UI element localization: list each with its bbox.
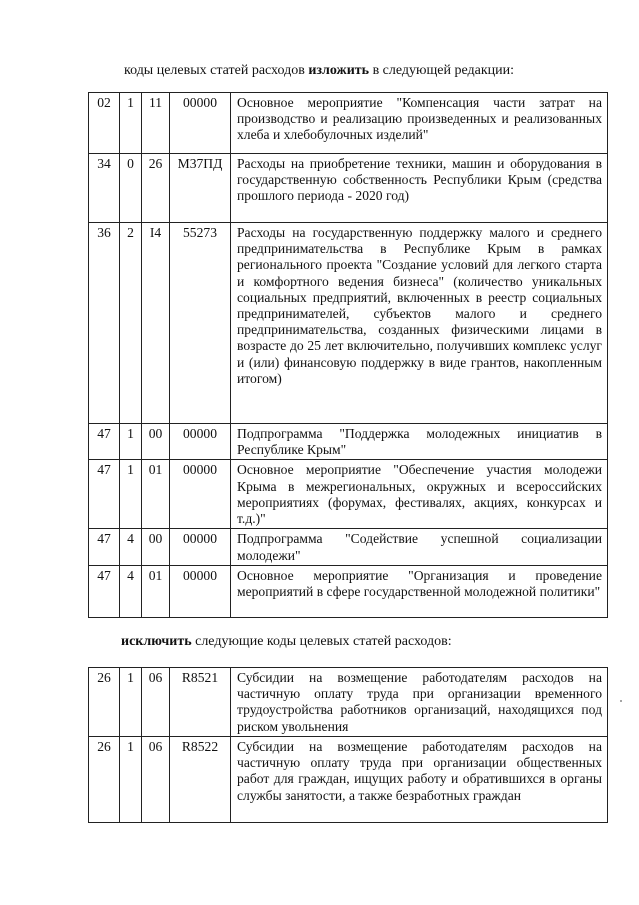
intro-2-text-after: следующие коды целевых статей расходов: [191,634,452,649]
code-direction-cell: 00000 [170,424,231,460]
table-row [89,424,608,460]
table-row [89,460,608,529]
code-direction-cell: 55273 [170,223,231,424]
intro-paragraph-2 [121,633,452,651]
table-row [89,529,608,565]
table-row [89,154,608,223]
code-direction-cell: М37ПД [170,154,231,223]
table-row [89,668,608,737]
code-direction-cell: 00000 [170,460,231,529]
code-activity-cell: 06 [142,737,170,823]
description-cell: Расходы на государственную поддержку малого и среднего предпринимательства в Республике Крым в рамках регионального проекта "Создание условий для легкого старта и комфортного ведения бизнеса" (количество уникальных социальных предприятий, включенных в реестр социальных предпринимателей, субъектов малого и среднего предпринимательства, созданных физическими лицами в возрасте до 25 лет включительно, получивших комплекс услуг и (или) финансовую поддержку в виде грантов, накопленным итогом) [231,223,608,424]
intro-2-bold-word: исключить [121,634,192,649]
code-subprogram-cell: 4 [120,529,142,565]
code-program-cell: 36 [89,223,120,424]
description-cell: Расходы на приобретение техники, машин и оборудования в государственную собственность Республики Крым (средства прошлого периода - 2020 год) [231,154,608,223]
code-program-cell: 26 [89,737,120,823]
scan-speck [620,700,622,702]
intro-paragraph-1 [124,62,514,80]
code-activity-cell: 11 [142,93,170,154]
code-direction-cell: 00000 [170,565,231,617]
code-program-cell: 34 [89,154,120,223]
description-cell: Основное мероприятие "Компенсация части затрат на производство и реализацию произведенных и реализованных хлеба и хлебобулочных изделий" [231,93,608,154]
code-activity-cell: I4 [142,223,170,424]
code-direction-cell: 00000 [170,93,231,154]
description-cell: Основное мероприятие "Обеспечение участия молодежи Крыма в межрегиональных, окружных и всероссийских мероприятиях (форумах, фестивалях, акциях, конкурсах и т.д.)" [231,460,608,529]
code-direction-cell: R8521 [170,668,231,737]
codes-table-amended [88,92,608,618]
table-row [89,93,608,154]
code-program-cell: 47 [89,529,120,565]
code-subprogram-cell: 1 [120,93,142,154]
code-program-cell: 47 [89,565,120,617]
code-activity-cell: 06 [142,668,170,737]
code-program-cell: 47 [89,424,120,460]
code-subprogram-cell: 0 [120,154,142,223]
code-program-cell: 26 [89,668,120,737]
code-activity-cell: 26 [142,154,170,223]
intro-1-bold-word: изложить [308,63,370,78]
intro-1-text-before: коды целевых статей расходов [124,63,309,78]
code-activity-cell: 00 [142,424,170,460]
code-activity-cell: 01 [142,460,170,529]
code-program-cell: 47 [89,460,120,529]
table-row [89,223,608,424]
description-cell: Подпрограмма "Содействие успешной социализации молодежи" [231,529,608,565]
description-cell: Подпрограмма "Поддержка молодежных инициатив в Республике Крым" [231,424,608,460]
description-cell: Субсидии на возмещение работодателям расходов на частичную оплату труда при организации временного трудоустройства работников организаций, находящихся под риском увольнения [231,668,608,737]
intro-1-text-after: в следующей редакции: [369,63,515,78]
code-program-cell: 02 [89,93,120,154]
codes-table-excluded [88,667,608,823]
code-subprogram-cell: 4 [120,565,142,617]
code-direction-cell: 00000 [170,529,231,565]
code-subprogram-cell: 1 [120,460,142,529]
table-row [89,737,608,823]
code-activity-cell: 00 [142,529,170,565]
description-cell: Субсидии на возмещение работодателям расходов на частичную оплату труда при организации общественных работ для граждан, ищущих работу и обратившихся в органы службы занятости, а также безработных граждан [231,737,608,823]
description-cell: Основное мероприятие "Организация и проведение мероприятий в сфере государственной молодежной политики" [231,565,608,617]
code-subprogram-cell: 1 [120,424,142,460]
code-subprogram-cell: 2 [120,223,142,424]
code-subprogram-cell: 1 [120,668,142,737]
code-subprogram-cell: 1 [120,737,142,823]
table-row [89,565,608,617]
code-direction-cell: R8522 [170,737,231,823]
code-activity-cell: 01 [142,565,170,617]
